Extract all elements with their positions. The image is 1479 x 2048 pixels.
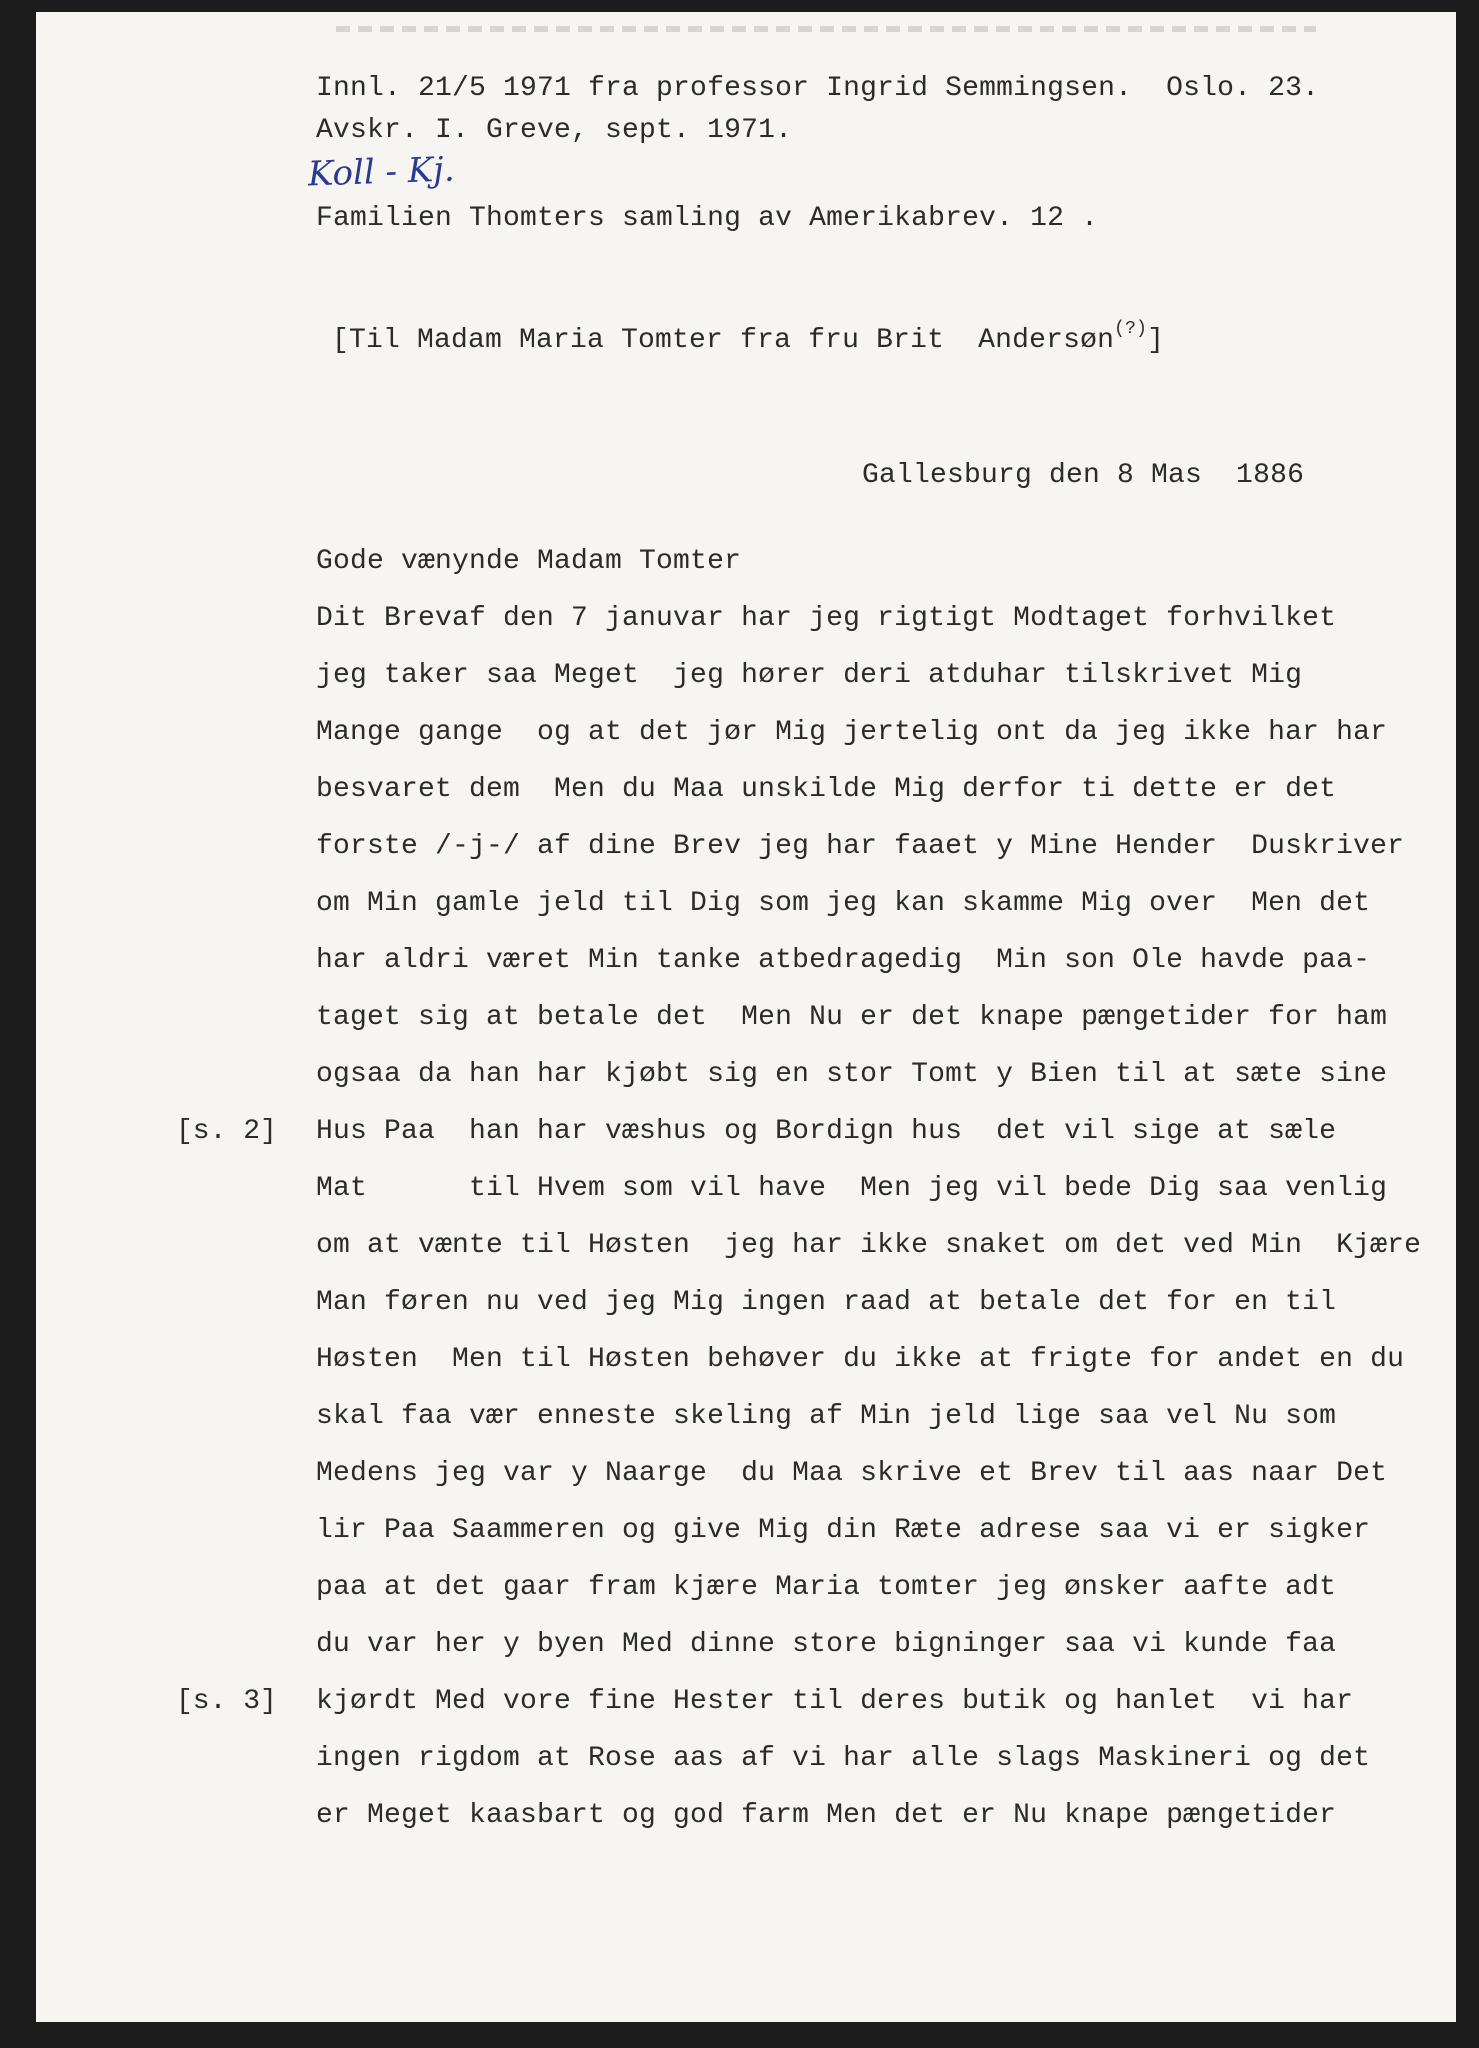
letter-line: jeg taker saa Meget jeg hører deri atduhar tilskrivet Mig (316, 660, 1303, 691)
letter-line: Man føren nu ved jeg Mig ingen raad at betale det for en til (316, 1287, 1337, 1318)
letter-line: kjørdt Med vore fine Hester til deres butik og hanlet vi har (316, 1686, 1354, 1717)
faded-header-remnant (336, 26, 1316, 32)
page-marker-2: [s. 2] (176, 1116, 277, 1147)
document-page (36, 12, 1456, 2022)
letter-line: Mat til Hvem som vil have Men jeg vil bede Dig saa venlig (316, 1173, 1388, 1204)
letter-line: Hus Paa han har væshus og Bordign hus det vil sige at sæle (316, 1116, 1337, 1147)
letter-line: besvaret dem Men du Maa unskilde Mig derfor ti dette er det (316, 774, 1337, 805)
letter-line: ogsaa da han har kjøbt sig en stor Tomt y Bien til at sæte sine (316, 1059, 1388, 1090)
place-date: Gallesburg den 8 Mas 1886 (862, 460, 1305, 491)
letter-line: lir Paa Saammeren og give Mig din Ræte adrese saa vi er sigker (316, 1515, 1371, 1546)
addressee-query: (?) (1114, 319, 1148, 339)
archive-note-line-2: Avskr. I. Greve, sept. 1971. (316, 115, 793, 146)
letter-line: Mange gange og at det jør Mig jertelig ont da jeg ikke har har (316, 717, 1388, 748)
collection-title: Familien Thomters samling av Amerikabrev. 12 . (316, 203, 1099, 234)
letter-line: Høsten Men til Høsten behøver du ikke at frigte for andet en du (316, 1344, 1405, 1375)
letter-line: om Min gamle jeld til Dig som jeg kan skamme Mig over Men det (316, 888, 1371, 919)
letter-line: du var her y byen Med dinne store bigninger saa vi kunde faa (316, 1629, 1337, 1660)
letter-line: taget sig at betale det Men Nu er det knape pængetider for ham (316, 1002, 1388, 1033)
letter-line: ingen rigdom at Rose aas af vi har alle slags Maskineri og det (316, 1743, 1371, 1774)
letter-line: forste /-j-/ af dine Brev jeg har faaet y Mine Hender Duskriver (316, 831, 1405, 862)
letter-line: er Meget kaasbart og god farm Men det er Nu knape pængetider (316, 1800, 1337, 1831)
addressee-bracket: ] (1147, 325, 1165, 356)
letter-line: om at vænte til Høsten jeg har ikke snaket om det ved Min Kjære (316, 1230, 1422, 1261)
letter-line: Dit Brevaf den 7 januvar har jeg rigtigt Modtaget forhvilket (316, 603, 1337, 634)
letter-line: Medens jeg var y Naarge du Maa skrive et Brev til aas naar Det (316, 1458, 1388, 1489)
letter-line: paa at det gaar fram kjære Maria tomter jeg ønsker aafte adt (316, 1572, 1337, 1603)
archive-note-line-1: Innl. 21/5 1971 fra professor Ingrid Semmingsen. Oslo. 23. (316, 73, 1320, 104)
page-marker-3: [s. 3] (176, 1686, 277, 1717)
letter-line: skal faa vær enneste skeling af Min jeld lige saa vel Nu som (316, 1401, 1337, 1432)
letter-line: har aldri været Min tanke atbedragedig Min son Ole havde paa- (316, 945, 1371, 976)
addressee-line (332, 312, 1164, 358)
salutation: Gode vænynde Madam Tomter (316, 546, 742, 577)
addressee-text: [Til Madam Maria Tomter fra fru Brit Andersøn (332, 325, 1115, 356)
handwritten-note: Koll - Kj. (307, 149, 456, 195)
